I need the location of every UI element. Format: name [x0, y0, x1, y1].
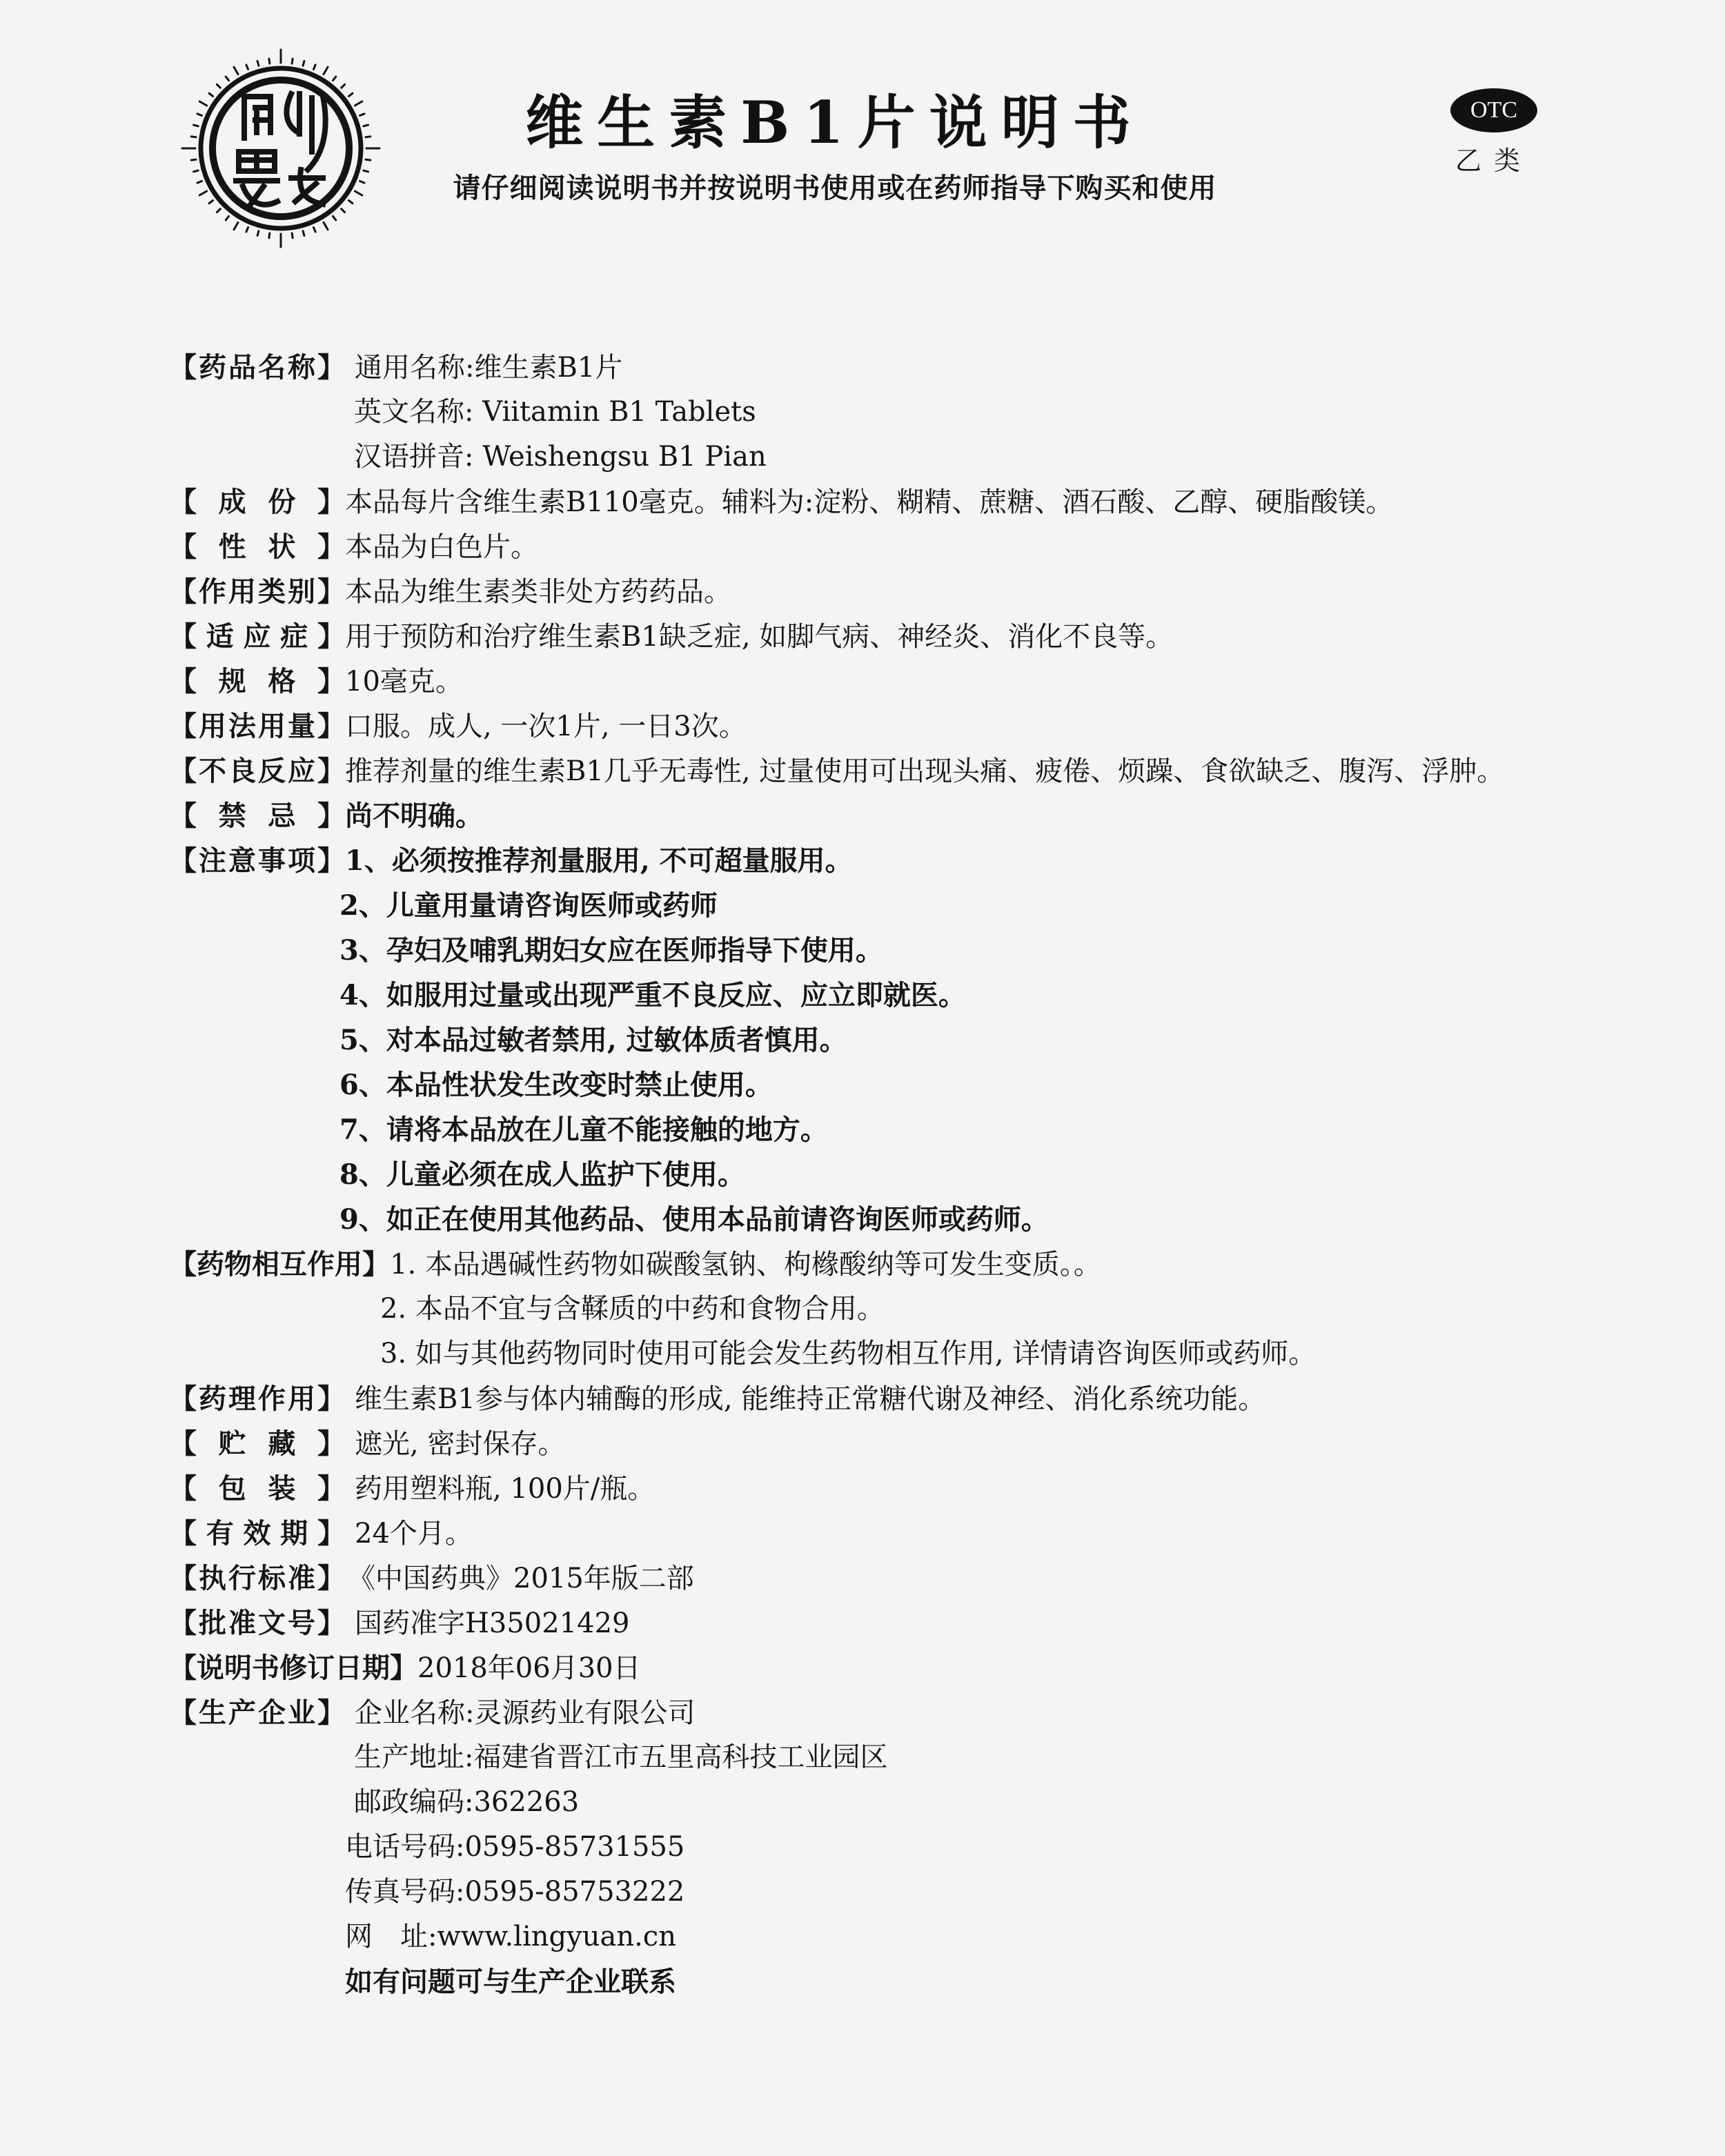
company-name: 企业名称:灵源药业有限公司 [355, 1697, 696, 1729]
section-ingredients [169, 479, 1715, 524]
section-approval [169, 1601, 1715, 1645]
interaction-item: 2. 本品不宜与含鞣质的中药和食物合用。 [380, 1293, 885, 1325]
instruction-body [169, 345, 1715, 2004]
interaction-item: 3. 如与其他药物同时使用可能会发生药物相互作用, 详情请咨询医师或药师。 [380, 1338, 1317, 1369]
logo-ray [217, 209, 220, 212]
logo-ray [199, 191, 206, 195]
section-label: 【生产企业】 [169, 1697, 345, 1729]
precaution-item: 7、请将本品放在儿童不能接触的地方。 [339, 1114, 828, 1146]
logo-ray [355, 101, 362, 106]
precaution-item: 6、本品性状发生改变时禁止使用。 [339, 1069, 773, 1101]
english-name-line [169, 390, 1715, 435]
reading-instruction: 请仔细阅读说明书并按说明书使用或在药师指导下购买和使用 [453, 172, 1217, 204]
section-validity [169, 1511, 1715, 1556]
interaction-item: 1. 本品遇碱性药物如碳酸氢钠、枸橼酸纳等可发生变质。。 [390, 1249, 1101, 1280]
section-text: 10毫克。 [345, 666, 463, 698]
section-label: 【药理作用】 [169, 1383, 345, 1415]
logo-ray [303, 61, 304, 66]
logo-ray [257, 231, 259, 236]
section-label: 【成份】 [169, 486, 345, 518]
section-pharmacology [169, 1376, 1715, 1421]
section-text: 尚不明确。 [345, 800, 483, 832]
logo-ray [355, 191, 362, 195]
section-indications [169, 614, 1715, 659]
section-label: 【批准文号】 [169, 1607, 345, 1639]
english-name: 英文名称: Viitamin B1 Tablets [354, 396, 756, 428]
manufacturer-website: 网 址:www.lingyuan.cn [345, 1921, 676, 1952]
logo-ray [191, 159, 196, 160]
section-text: 2018年06月30日 [417, 1652, 641, 1684]
section-label: 【用法用量】 [169, 710, 345, 742]
logo-ray [234, 67, 238, 74]
section-label: 【注意事项】 [169, 844, 345, 877]
company-seal-logo [181, 48, 381, 248]
logo-ray [324, 67, 328, 74]
section-drug-name [169, 345, 1715, 390]
section-text: 24个月。 [355, 1518, 473, 1550]
precaution-item: 5、对本品过敏者禁用, 过敏体质者慎用。 [339, 1024, 847, 1056]
logo-ray [348, 93, 353, 96]
logo-ray [234, 222, 238, 229]
section-storage [169, 1421, 1715, 1466]
logo-ray [303, 231, 304, 236]
section-label: 【有效期】 [169, 1517, 345, 1550]
logo-ray [360, 114, 364, 116]
section-text: 用于预防和治疗维生素B1缺乏症, 如脚气病、神经炎、消化不良等。 [345, 621, 1174, 653]
pinyin-name-line [169, 435, 1715, 479]
section-text: 本品为白色片。 [345, 531, 538, 563]
logo-ray [209, 200, 213, 203]
logo-ray [333, 216, 335, 220]
document-title: 维生素B1片说明书 [525, 88, 1145, 157]
manufacturer-address: 生产地址:福建省晋江市五里高科技工业园区 [354, 1741, 888, 1773]
logo-ray [366, 159, 371, 160]
logo-ray [269, 59, 270, 63]
logo-ray [246, 65, 248, 69]
precaution-item: 3、孕妇及哺乳期妇女应在医师指导下使用。 [339, 934, 883, 967]
precaution-item: 8、儿童必须在成人监护下使用。 [339, 1158, 745, 1191]
logo-ray [199, 101, 206, 106]
section-text: 遮光, 密封保存。 [355, 1428, 566, 1460]
logo-ray [269, 233, 270, 238]
pinyin-name: 汉语拼音: Weishengsu B1 Pian [354, 441, 767, 473]
section-adverse-reactions [169, 749, 1715, 793]
section-label: 【贮藏】 [169, 1427, 345, 1460]
logo-ray [217, 84, 220, 88]
logo-ray [324, 222, 328, 229]
section-precautions [169, 838, 1715, 883]
section-label: 【规格】 [169, 665, 345, 698]
section-text: 本品每片含维生素B110毫克。辅料为:淀粉、糊精、蔗糖、酒石酸、乙醇、硬脂酸镁。 [345, 486, 1394, 518]
logo-ray [313, 228, 315, 232]
generic-name: 通用名称:维生素B1片 [355, 352, 623, 384]
logo-ray [197, 181, 201, 183]
logo-ray [360, 181, 364, 183]
logo-ray [197, 114, 201, 116]
section-revision-date [169, 1645, 1715, 1690]
logo-ray [313, 65, 315, 69]
logo-ray [342, 209, 345, 212]
section-text: 本品为维生素类非处方药药品。 [345, 576, 731, 608]
section-label: 【适应症】 [169, 620, 345, 653]
logo-ray [292, 233, 293, 238]
logo-ray [193, 170, 198, 172]
section-text: 维生素B1参与体内辅酶的形成, 能维持正常糖代谢及神经、消化系统功能。 [355, 1383, 1266, 1415]
otc-class-label: 乙类 [1455, 146, 1532, 176]
section-label: 【执行标准】 [169, 1562, 345, 1594]
manufacturer-fax: 传真号码:0595-85753222 [345, 1876, 685, 1908]
section-label: 【作用类别】 [169, 575, 345, 608]
logo-ray [226, 216, 228, 220]
section-text: 《中国药典》2015年版二部 [348, 1563, 694, 1594]
logo-ray [342, 84, 345, 88]
section-label: 【禁忌】 [169, 800, 345, 832]
manufacturer-postcode: 邮政编码:362263 [354, 1786, 580, 1818]
section-contraindications [169, 793, 1715, 838]
logo-ray [348, 200, 353, 203]
logo-ray [226, 77, 228, 81]
logo-ray [257, 61, 259, 66]
precaution-item: 1、必须按推荐剂量服用, 不可超量服用。 [345, 844, 853, 877]
section-standard [169, 1556, 1715, 1601]
section-label: 【包装】 [169, 1472, 345, 1505]
manufacturer-phone: 电话号码:0595-85731555 [345, 1831, 685, 1863]
section-manufacturer [169, 1690, 1715, 1735]
section-dosage [169, 704, 1715, 749]
logo-ray [292, 59, 293, 63]
logo-ray [209, 93, 213, 96]
section-text: 药用塑料瓶, 100片/瓶。 [355, 1473, 656, 1505]
section-text: 国药准字H35021429 [355, 1608, 630, 1639]
precaution-item: 4、如服用过量或出现严重不良反应、应立即就医。 [339, 979, 966, 1011]
logo-ray [246, 228, 248, 232]
section-text: 口服。成人, 一次1片, 一日3次。 [345, 711, 747, 742]
otc-badge: OTC [1450, 88, 1537, 132]
logo-ray [193, 125, 198, 126]
logo-ray [364, 170, 368, 172]
precaution-item: 2、儿童用量请咨询医师或药师 [339, 889, 718, 922]
logo-ray [333, 77, 335, 81]
logo-ray [364, 125, 368, 126]
section-label: 【说明书修订日期】 [169, 1652, 417, 1684]
section-interactions [169, 1242, 1715, 1287]
section-label: 【药物相互作用】 [169, 1248, 390, 1280]
section-package [169, 1466, 1715, 1511]
precaution-item: 9、如正在使用其他药品、使用本品前请咨询医师或药师。 [339, 1203, 1049, 1236]
section-spec [169, 659, 1715, 704]
section-appearance [169, 524, 1715, 569]
section-label: 【性状】 [169, 531, 345, 563]
contact-note: 如有问题可与生产企业联系 [345, 1966, 676, 1998]
section-label: 【药品名称】 [169, 351, 345, 384]
section-label: 【不良反应】 [169, 755, 345, 787]
section-text: 推荐剂量的维生素B1几乎无毒性, 过量使用可出现头痛、疲倦、烦躁、食欲缺乏、腹泻、浮肿。 [345, 755, 1505, 787]
section-category [169, 569, 1715, 614]
